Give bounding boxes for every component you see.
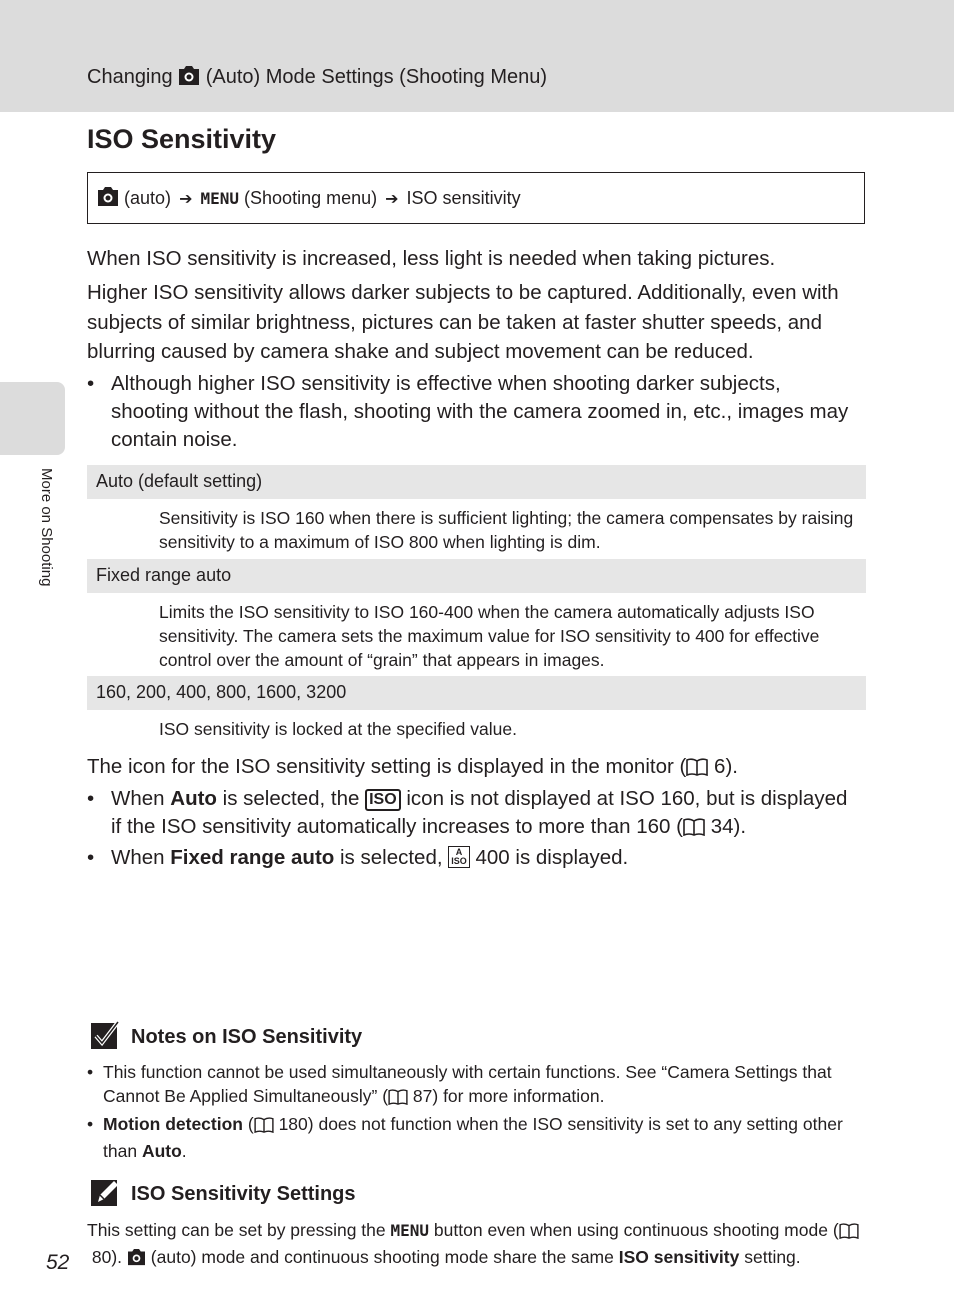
monitor-text: The icon for the ISO sensitivity setting is displayed in the monitor (: [87, 755, 687, 778]
page-number: 52: [46, 1251, 70, 1274]
side-tab-label: More on Shooting: [38, 468, 55, 587]
bold-fixed-range-auto: Fixed range auto: [170, 846, 335, 869]
bold-iso-sensitivity: ISO sensitivity: [618, 1247, 740, 1267]
menu-button-glyph: MENU: [390, 1221, 430, 1240]
arrow-right-icon: ➔: [179, 191, 193, 208]
notes-title: Notes on ISO Sensitivity: [131, 1026, 363, 1048]
settings-title: ISO Sensitivity Settings: [131, 1183, 356, 1205]
bullet-text-part: icon is not displayed at ISO 160, but is displayed if the ISO sensitivity automatically increases to more than 160 (: [111, 787, 848, 838]
bullet-auto-text: [111, 785, 863, 844]
settings-text-part: This setting can be set by pressing the: [87, 1220, 386, 1240]
notes-bullet-2-text: [103, 1112, 865, 1163]
bullet-text-part: is selected,: [340, 846, 443, 869]
note-text-part: This function cannot be used simultaneously with certain functions. See “Camera Settings that Cannot Be Applied Simultaneously” (: [103, 1062, 832, 1106]
monitor-page-ref: 6: [714, 755, 726, 778]
bold-motion-detection: Motion detection: [103, 1114, 243, 1134]
book-reference-icon: [388, 1087, 408, 1111]
camera-auto-icon: [127, 1248, 146, 1272]
settings-text-part: button even when using continuous shooting mode (: [433, 1220, 839, 1240]
option-row-fixed-values: [87, 676, 866, 710]
bullet-dot: •: [87, 372, 95, 395]
intro-paragraph-2: Higher ISO sensitivity allows darker subjects to be captured. Additionally, even with subjects of similar brightness, pictures can be taken at faster shutter speeds, and blurring caused by camera shake and subject movement can be reduced.: [87, 281, 839, 363]
path-shooting-menu: (Shooting menu): [244, 188, 378, 208]
menu-path: [97, 187, 521, 212]
path-auto: (auto): [124, 188, 172, 208]
header-band: [0, 0, 954, 112]
bold-auto: Auto: [141, 1141, 182, 1161]
settings-text-part: (auto) mode and continuous shooting mode share the same: [150, 1247, 614, 1267]
side-tab: [0, 382, 65, 455]
bullet-text-part: ).: [733, 815, 747, 838]
page-ref: 87: [412, 1086, 433, 1106]
note-text-part: ) does not function when the ISO sensitivity is set to any setting other than: [103, 1114, 843, 1161]
note-text-part: ) for more information.: [432, 1086, 605, 1106]
notes-bullet-1-text: [103, 1060, 865, 1111]
book-reference-icon: [686, 755, 708, 785]
path-setting: ISO sensitivity: [406, 188, 521, 208]
monitor-text-end: ).: [725, 755, 738, 778]
checkmark-icon: [90, 1020, 120, 1056]
option-label: Auto (default setting): [96, 471, 263, 491]
page-ref: 180: [278, 1114, 308, 1134]
option-desc-fixed-values: ISO sensitivity is locked at the specified value.: [159, 719, 517, 739]
running-header: [87, 66, 547, 92]
bullet-fixed-text: [111, 844, 863, 872]
bullet-text-part: is selected, the: [222, 787, 360, 810]
option-row-auto: [87, 465, 866, 499]
auto-iso-bottom: ISO: [451, 856, 467, 866]
page-title: ISO Sensitivity: [87, 124, 277, 154]
book-reference-icon: [839, 1221, 859, 1245]
intro-bullet-text: Although higher ISO sensitivity is effective when shooting darker subjects, shooting without the flash, shooting with the camera zoomed in, etc., images may contain noise.: [111, 372, 849, 451]
header-suffix: (Auto) Mode Settings (Shooting Menu): [205, 66, 548, 88]
bullet-text-part: When: [111, 787, 165, 810]
bullet-dot: •: [87, 787, 95, 810]
option-desc-fixed-range: Limits the ISO sensitivity to ISO 160-400 when the camera automatically adjusts ISO sensitivity. The camera sets the maximum value for ISO sensitivity to 400 for effective control over the amount of “grain” that appears in images.: [159, 602, 820, 670]
bullet-dot: •: [87, 846, 95, 869]
iso-icon: ISO: [365, 789, 401, 811]
page-ref: 80: [91, 1247, 112, 1267]
option-row-fixed-range: [87, 559, 866, 593]
header-prefix: Changing: [87, 66, 173, 88]
auto-iso-icon: [448, 846, 470, 868]
auto-iso-top: A: [455, 847, 463, 857]
settings-text-part: setting.: [744, 1247, 801, 1267]
note-text-part: (: [247, 1114, 254, 1134]
book-reference-icon: [683, 816, 705, 844]
bullet-dot: •: [87, 1114, 94, 1134]
bullet-text-part: 400 is displayed.: [475, 846, 629, 869]
option-label: Fixed range auto: [96, 565, 232, 585]
monitor-paragraph: [87, 752, 867, 785]
settings-text-part: ).: [111, 1247, 123, 1267]
camera-auto-icon: [178, 66, 200, 92]
note-text-part: .: [181, 1141, 187, 1161]
book-reference-icon: [254, 1115, 274, 1139]
bold-auto: Auto: [170, 787, 217, 810]
arrow-right-icon: ➔: [385, 191, 399, 208]
bullet-text-part: When: [111, 846, 165, 869]
menu-button-glyph: MENU: [200, 189, 240, 208]
settings-paragraph: [87, 1218, 867, 1272]
option-label: 160, 200, 400, 800, 1600, 3200: [96, 682, 347, 702]
page-ref: 34: [710, 815, 734, 838]
bullet-dot: •: [87, 1062, 94, 1082]
intro-paragraph-1: When ISO sensitivity is increased, less light is needed when taking pictures.: [87, 247, 776, 270]
menu-path-box: [87, 172, 865, 224]
camera-auto-icon: [97, 187, 119, 212]
pencil-icon: [90, 1177, 120, 1213]
option-desc-auto: Sensitivity is ISO 160 when there is sufficient lighting; the camera compensates by raising sensitivity to a maximum of ISO 800 when lighting is dim.: [159, 508, 854, 552]
